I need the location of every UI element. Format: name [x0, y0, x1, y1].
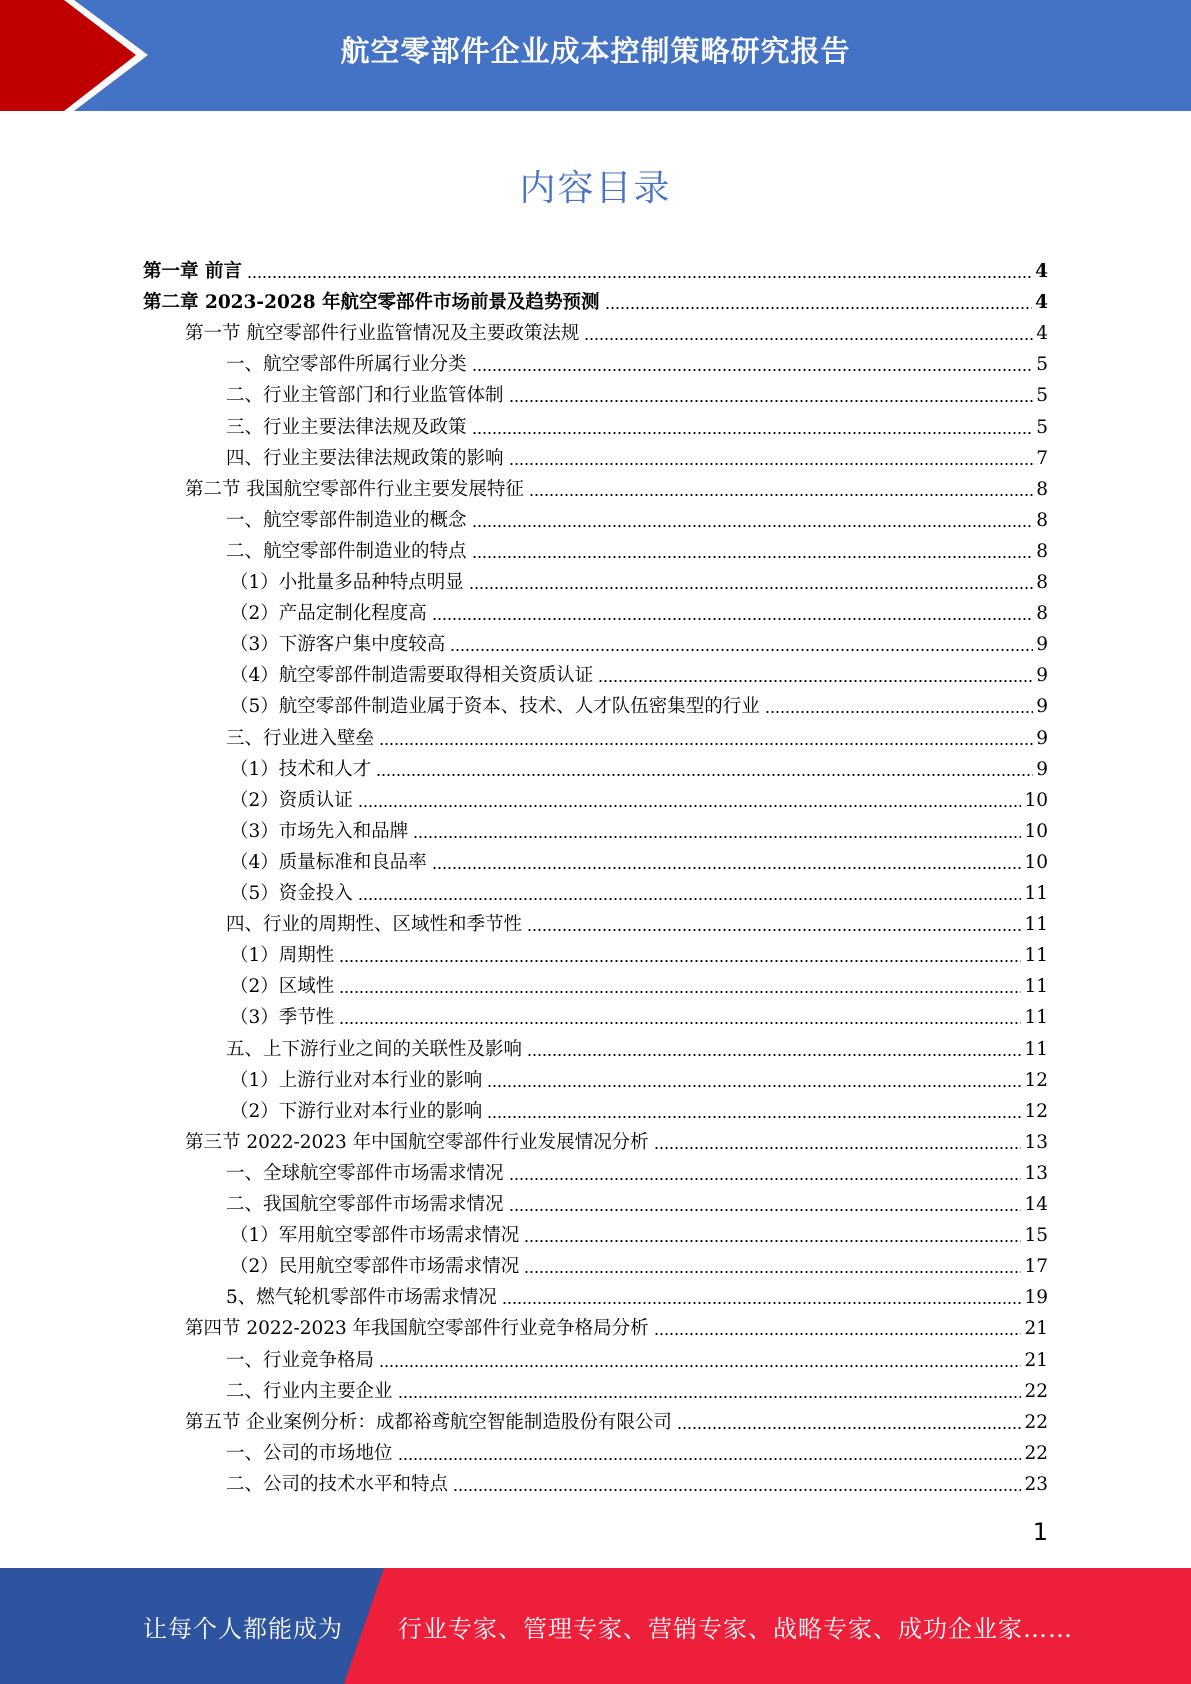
- toc-entry-title: 三、行业主要法律法规及政策: [226, 416, 467, 438]
- toc-dot-leader: [472, 431, 1034, 435]
- toc-entry[interactable]: [230, 752, 1048, 783]
- toc-entry[interactable]: [226, 410, 1048, 441]
- toc-entry-page: 11: [1024, 914, 1048, 936]
- toc-entry-title: （5）资金投入: [230, 883, 353, 904]
- toc-dot-leader: [598, 679, 1033, 683]
- toc-dot-leader: [413, 835, 1021, 839]
- toc-entry[interactable]: [226, 721, 1048, 752]
- toc-entry-page: 11: [1024, 1007, 1048, 1029]
- toc-entry[interactable]: [226, 1436, 1048, 1467]
- toc-entry-title: 四、行业主要法律法规政策的影响: [226, 447, 504, 469]
- toc-dot-leader: [379, 742, 1033, 746]
- toc-entry-title: （1）技术和人才: [230, 758, 372, 780]
- toc-dot-leader: [339, 959, 1021, 963]
- toc-entry[interactable]: [230, 1063, 1048, 1094]
- toc-entry[interactable]: [230, 627, 1048, 658]
- toc-entry-title: 二、航空零部件制造业的特点: [226, 540, 467, 562]
- toc-dot-leader: [472, 524, 1034, 528]
- toc-entry[interactable]: [230, 658, 1048, 689]
- toc-entry-page: 4: [1036, 323, 1048, 345]
- toc-entry[interactable]: [226, 1343, 1048, 1374]
- toc-heading: 内容目录: [519, 168, 672, 209]
- toc-dot-leader: [247, 275, 1032, 279]
- toc-entry-title: （2）资质认证: [230, 789, 353, 811]
- toc-entry-title: 二、公司的技术水平和特点: [226, 1473, 449, 1495]
- toc-entry[interactable]: [230, 876, 1048, 907]
- toc-entry-page: 10: [1024, 851, 1048, 873]
- toc-entry-title: （2）下游行业对本行业的影响: [230, 1100, 483, 1122]
- toc-entry-title: （4）质量标准和良品率: [230, 851, 427, 873]
- toc-entry-page: 8: [1036, 603, 1048, 625]
- toc-entry-page: 10: [1024, 820, 1048, 842]
- toc-entry-page: 14: [1024, 1194, 1048, 1215]
- toc-entry-title: （3）市场先入和品牌: [230, 820, 409, 842]
- toc-dot-leader: [509, 399, 1034, 403]
- toc-entry[interactable]: [226, 534, 1048, 565]
- toc-entry-title: （3）下游客户集中度较高: [230, 634, 446, 656]
- toc-entry-page: 5: [1036, 354, 1048, 376]
- toc-dot-leader: [524, 1239, 1021, 1243]
- toc-entry-title: 一、全球航空零部件市场需求情况: [226, 1162, 504, 1184]
- toc-entry[interactable]: [185, 1125, 1048, 1156]
- toc-entry[interactable]: [226, 1374, 1048, 1405]
- toc-entry[interactable]: [230, 1249, 1048, 1280]
- toc-entry-title: 第三节 2022-2023 年中国航空零部件行业发展情况分析: [185, 1131, 649, 1153]
- toc-dot-leader: [376, 773, 1033, 777]
- toc-entry[interactable]: [226, 441, 1048, 472]
- toc-entry[interactable]: [226, 1187, 1048, 1218]
- toc-entry[interactable]: [226, 347, 1048, 378]
- toc-entry[interactable]: [226, 1467, 1048, 1498]
- toc-entry[interactable]: [230, 1218, 1048, 1249]
- toc-entry-page: 22: [1024, 1442, 1048, 1464]
- toc-entry[interactable]: [230, 845, 1048, 876]
- toc-dot-leader: [527, 928, 1021, 932]
- toc-entry-title: （3）季节性: [230, 1007, 335, 1029]
- toc-entry-page: 9: [1036, 696, 1048, 718]
- toc-dot-leader: [379, 1364, 1021, 1368]
- toc-entry-page: 9: [1036, 758, 1048, 780]
- toc-entry-page: 5: [1036, 385, 1048, 407]
- toc-entry[interactable]: [226, 503, 1048, 534]
- toc-entry[interactable]: [230, 596, 1048, 627]
- footer-slogan-right: 行业专家、管理专家、营销专家、战略专家、成功企业家……: [398, 1615, 1073, 1643]
- toc-entry-title: 第二节 我国航空零部件行业主要发展特征: [185, 478, 524, 500]
- toc-entry-title: 二、我国航空零部件市场需求情况: [226, 1194, 504, 1215]
- toc-entry-title: （2）民用航空零部件市场需求情况: [230, 1256, 520, 1278]
- toc-dot-leader: [450, 648, 1033, 652]
- toc-entry[interactable]: [230, 689, 1048, 720]
- toc-entry-title: （1）周期性: [230, 945, 335, 967]
- toc-entry[interactable]: [185, 1405, 1048, 1436]
- toc-entry-page: 7: [1036, 447, 1048, 469]
- toc-entry-title: 一、行业竞争格局: [226, 1349, 375, 1371]
- toc-entry-title: 三、行业进入壁垒: [226, 727, 375, 749]
- toc-entry[interactable]: [143, 254, 1048, 285]
- toc-entry-title: 四、行业的周期性、区域性和季节性: [226, 914, 523, 936]
- toc-entry[interactable]: [230, 1000, 1048, 1031]
- toc-entry-page: 22: [1024, 1411, 1048, 1433]
- toc-entry-title: 二、行业内主要企业: [226, 1380, 393, 1402]
- toc-entry-title: （2）产品定制化程度高: [230, 603, 427, 625]
- toc-dot-leader: [509, 1208, 1022, 1212]
- toc-entry-page: 4: [1035, 261, 1048, 282]
- toc-dot-leader: [398, 1395, 1022, 1399]
- toc-dot-leader: [677, 1426, 1022, 1430]
- toc-entry-page: 12: [1024, 1100, 1048, 1122]
- toc-dot-leader: [527, 1053, 1021, 1057]
- toc-entry[interactable]: [226, 1280, 1048, 1311]
- toc-dot-leader: [487, 1115, 1021, 1119]
- toc-dot-leader: [529, 493, 1033, 497]
- toc-entry[interactable]: [230, 1094, 1048, 1125]
- toc-entry-page: 11: [1024, 945, 1048, 967]
- toc-entry-page: 8: [1036, 509, 1048, 531]
- toc-entry-page: 19: [1024, 1287, 1048, 1309]
- toc-entry-page: 8: [1036, 478, 1048, 500]
- toc-entry-page: 10: [1024, 789, 1048, 811]
- toc-entry[interactable]: [230, 783, 1048, 814]
- toc-entry-title: 第四节 2022-2023 年我国航空零部件行业竞争格局分析: [185, 1318, 649, 1340]
- toc-entry-page: 12: [1024, 1069, 1048, 1091]
- toc-entry-page: 23: [1024, 1473, 1048, 1495]
- toc-entry-page: 8: [1036, 540, 1048, 562]
- toc-entry-title: 五、上下游行业之间的关联性及影响: [226, 1038, 523, 1060]
- toc-dot-leader: [469, 586, 1033, 590]
- toc-entry-title: 第一节 航空零部件行业监管情况及主要政策法规: [185, 323, 580, 345]
- toc-entry-title: （2）区域性: [230, 976, 335, 998]
- toc-entry-page: 11: [1024, 976, 1048, 998]
- toc-entry-title: 一、航空零部件制造业的概念: [226, 509, 467, 531]
- toc-dot-leader: [487, 1084, 1021, 1088]
- toc-dot-leader: [502, 1301, 1022, 1305]
- toc-entry-page: 8: [1036, 572, 1048, 593]
- toc-entry-title: 二、行业主管部门和行业监管体制: [226, 385, 504, 407]
- toc-dot-leader: [524, 1270, 1021, 1274]
- toc-entry-page: 9: [1036, 634, 1048, 656]
- toc-entry[interactable]: [230, 814, 1048, 845]
- toc-entry[interactable]: [226, 378, 1048, 409]
- page-header: [0, 0, 1191, 111]
- toc-entry[interactable]: [226, 1032, 1048, 1063]
- toc-entry-title: 第一章 前言: [143, 261, 242, 282]
- toc-entry[interactable]: [230, 938, 1048, 969]
- toc-entry-page: 15: [1024, 1225, 1048, 1247]
- toc-entry-page: 13: [1024, 1162, 1048, 1184]
- toc-entry-page: 22: [1024, 1380, 1048, 1402]
- toc-entry[interactable]: [143, 285, 1048, 316]
- toc-entry-title: （1）上游行业对本行业的影响: [230, 1069, 483, 1091]
- toc-dot-leader: [605, 306, 1033, 310]
- toc-entry[interactable]: [226, 1156, 1048, 1187]
- toc-dot-leader: [453, 1488, 1021, 1492]
- toc-dot-leader: [509, 1177, 1022, 1181]
- toc-entry-page: 11: [1024, 1038, 1048, 1060]
- report-title: 航空零部件企业成本控制策略研究报告: [340, 34, 851, 68]
- toc-entry-title: 第五节 企业案例分析：成都裕鸢航空智能制造股份有限公司: [185, 1411, 672, 1433]
- toc-dot-leader: [472, 555, 1034, 559]
- toc-dot-leader: [472, 368, 1034, 372]
- toc-entry-page: 11: [1024, 883, 1048, 904]
- toc-entry[interactable]: [185, 1311, 1048, 1342]
- toc-dot-leader: [358, 897, 1022, 901]
- toc-entry-title: 一、航空零部件所属行业分类: [226, 354, 467, 376]
- toc-dot-leader: [432, 617, 1033, 621]
- toc-entry-page: 9: [1036, 665, 1048, 687]
- page-number: 1: [1032, 1518, 1048, 1546]
- toc-entry-page: 21: [1024, 1318, 1048, 1340]
- toc-dot-leader: [339, 990, 1021, 994]
- toc-entry[interactable]: [230, 565, 1048, 596]
- toc-entry[interactable]: [185, 316, 1048, 347]
- toc-entry-page: 17: [1024, 1256, 1048, 1278]
- toc-entry-title: 一、公司的市场地位: [226, 1442, 393, 1464]
- toc-dot-leader: [398, 1457, 1022, 1461]
- toc-entry-page: 5: [1036, 416, 1048, 438]
- toc-entry-title: （4）航空零部件制造需要取得相关资质认证: [230, 665, 594, 687]
- toc-entry-title: （1）军用航空零部件市场需求情况: [230, 1225, 520, 1247]
- toc-dot-leader: [654, 1146, 1022, 1150]
- toc-entry-title: （1）小批量多品种特点明显: [230, 572, 464, 593]
- toc-dot-leader: [584, 337, 1033, 341]
- toc-entry-title: （5）航空零部件制造业属于资本、技术、人才队伍密集型的行业: [230, 696, 760, 718]
- toc-dot-leader: [765, 710, 1033, 714]
- toc-entry[interactable]: [185, 472, 1048, 503]
- footer-slogan-left: 让每个人都能成为: [143, 1615, 343, 1643]
- toc-entry-page: 13: [1024, 1131, 1048, 1153]
- toc-entry-title: 第二章 2023-2028 年航空零部件市场前景及趋势预测: [143, 292, 600, 314]
- page-footer: [0, 1568, 1191, 1684]
- toc-dot-leader: [358, 804, 1022, 808]
- toc-dot-leader: [339, 1021, 1021, 1025]
- toc-entry[interactable]: [230, 969, 1048, 1000]
- toc-entry-title: 5、燃气轮机零部件市场需求情况: [226, 1287, 497, 1309]
- toc-dot-leader: [654, 1332, 1022, 1336]
- toc-entry-page: 4: [1035, 292, 1048, 314]
- toc-dot-leader: [432, 866, 1022, 870]
- toc-entry-page: 21: [1024, 1349, 1048, 1371]
- toc-entry[interactable]: [226, 907, 1048, 938]
- toc-entry-page: 9: [1036, 727, 1048, 749]
- toc-dot-leader: [509, 462, 1034, 466]
